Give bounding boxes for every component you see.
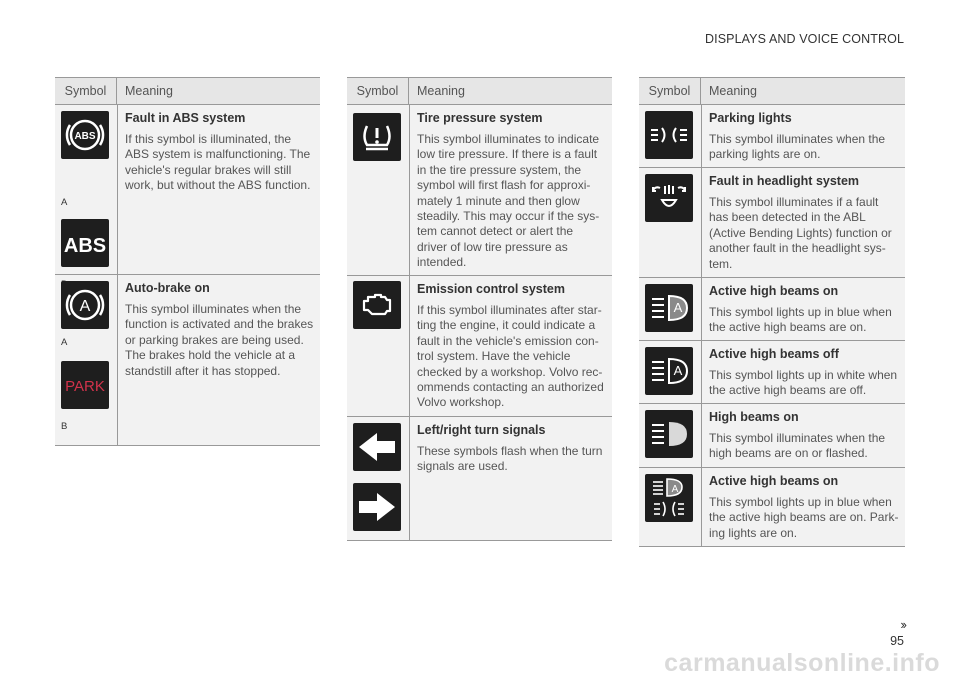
- symbol-cell: [55, 105, 117, 274]
- variant-label-a: A: [61, 337, 68, 348]
- row-text: This symbol illuminates if a fault has been detected in the ABL (Active Bending Lights) function or another fault in the headlight sys-tem.: [709, 195, 892, 271]
- left-arrow-icon: [353, 423, 401, 471]
- symbol-cell: [639, 168, 701, 277]
- abs-text-icon: [61, 219, 109, 267]
- row-title: Fault in headlight system: [709, 174, 860, 188]
- column-header-meaning: Meaning: [116, 78, 320, 104]
- table-row: [347, 417, 612, 541]
- variant-label-b: B: [61, 421, 68, 432]
- symbol-table-1: [55, 77, 320, 446]
- row-title: Left/right turn signals: [417, 423, 546, 437]
- park-text: PARK: [65, 378, 105, 395]
- row-text: This symbol lights up in white when the active high beams are off.: [709, 368, 898, 398]
- table-row: [639, 105, 905, 168]
- active-high-beam-off-letter: A: [673, 363, 683, 378]
- active-high-beam-off-icon: [645, 347, 693, 395]
- watermark: [0, 650, 960, 677]
- table-row: [639, 468, 905, 547]
- abs-circle-text: ABS: [74, 131, 96, 142]
- row-text: This symbol illuminates when the high beams are on or flashed.: [709, 431, 886, 461]
- symbol-cell: [639, 105, 701, 167]
- meaning-cell: [701, 168, 905, 277]
- headlight-fault-icon: [645, 174, 693, 222]
- right-arrow-icon: [353, 483, 401, 531]
- row-title: Tire pressure system: [417, 111, 543, 125]
- table-row: [639, 341, 905, 404]
- meaning-cell: [701, 468, 905, 546]
- table-header: [347, 77, 612, 105]
- section-header: DISPLAYS AND VOICE CONTROL: [705, 32, 904, 46]
- row-title: Parking lights: [709, 111, 792, 125]
- auto-brake-letter: A: [79, 298, 91, 315]
- row-title: High beams on: [709, 410, 799, 424]
- table-row: [639, 278, 905, 341]
- active-high-beam-on-icon: [645, 284, 693, 332]
- symbol-table-3: [639, 77, 905, 547]
- column-header-symbol: Symbol: [648, 84, 691, 98]
- column-header-symbol: Symbol: [64, 84, 107, 98]
- meaning-cell: [701, 105, 905, 167]
- row-text: If this symbol illuminates after star-ting the engine, it could indicate a fault in the vehicle's emission con-trol system. Have the vehicle checked by a workshop. Volvo rec-ommends contacting an authorized Volvo workshop.: [417, 303, 604, 410]
- tire-pressure-icon: [353, 113, 401, 161]
- symbol-cell: [639, 341, 701, 403]
- symbol-table-2: [347, 77, 612, 541]
- table-row: [55, 105, 320, 275]
- page-number: 95: [890, 634, 904, 648]
- active-high-beam-parking-icon: [645, 474, 693, 522]
- row-title: Active high beams on: [709, 474, 839, 488]
- active-high-beam-letter: A: [673, 300, 683, 315]
- engine-icon: [353, 281, 401, 329]
- symbol-cell: [639, 404, 701, 467]
- continue-arrows: ››: [900, 617, 905, 632]
- row-text: This symbol lights up in blue when the active high beams are on. Park-ing lights are on.: [709, 495, 899, 540]
- table-header: [639, 77, 905, 105]
- table-row: [639, 404, 905, 468]
- column-header-meaning: Meaning: [700, 78, 905, 104]
- abs-text: ABS: [63, 235, 107, 257]
- parking-lights-icon: [645, 111, 693, 159]
- row-text: This symbol illuminates when the function is activated and the brakes or parking brakes are being used. The brakes hold the vehicle at a standstill after it has stopped.: [125, 302, 314, 378]
- table-row: [347, 276, 612, 417]
- high-beam-icon: [645, 410, 693, 458]
- active-high-beam-parking-letter: A: [671, 484, 679, 495]
- row-title: Fault in ABS system: [125, 111, 246, 125]
- row-text: This symbol illuminates when the parking lights are on.: [709, 132, 886, 162]
- park-icon: [61, 361, 109, 409]
- table-row: [55, 275, 320, 446]
- meaning-cell: [409, 417, 612, 540]
- symbol-cell: [639, 468, 701, 546]
- table-row: [639, 168, 905, 278]
- row-text: This symbol illuminates to indicate low tire pressure. If there is a fault in the tire pressure system, the symbol will first flash for approxi-mately 1 minute and then glow steadily. This may occur if the sys-tem cannot detect or alert the driver of low tire pressure as intended.: [417, 132, 600, 270]
- meaning-cell: [409, 276, 612, 416]
- meaning-cell: [701, 404, 905, 467]
- meaning-cell: [701, 278, 905, 340]
- meaning-cell: [409, 105, 612, 275]
- auto-brake-a-icon: [61, 281, 109, 329]
- variant-label-a: A: [61, 197, 68, 208]
- symbol-cell: [639, 278, 701, 340]
- row-text: If this symbol is illuminated, the ABS system is malfunctioning. The vehicle's regular brakes will still work, but without the ABS function.: [125, 132, 311, 193]
- row-title: Active high beams off: [709, 347, 839, 361]
- column-header-symbol: Symbol: [356, 84, 399, 98]
- meaning-cell: [701, 341, 905, 403]
- watermark-text: carmanualsonline.info: [664, 649, 940, 677]
- symbol-cell: [347, 105, 409, 275]
- row-text: This symbol lights up in blue when the active high beams are on.: [709, 305, 892, 335]
- meaning-cell: [117, 105, 320, 274]
- abs-circle-icon: [61, 111, 109, 159]
- symbol-cell: [347, 276, 409, 416]
- symbol-cell: [347, 417, 409, 540]
- row-title: Active high beams on: [709, 284, 839, 298]
- table-row: [347, 105, 612, 276]
- row-title: Emission control system: [417, 282, 565, 296]
- table-header: [55, 77, 320, 105]
- row-title: Auto-brake on: [125, 281, 210, 295]
- column-header-meaning: Meaning: [408, 78, 612, 104]
- row-text: These symbols flash when the turn signals are used.: [417, 444, 603, 474]
- symbol-cell: [55, 275, 117, 445]
- meaning-cell: [117, 275, 320, 445]
